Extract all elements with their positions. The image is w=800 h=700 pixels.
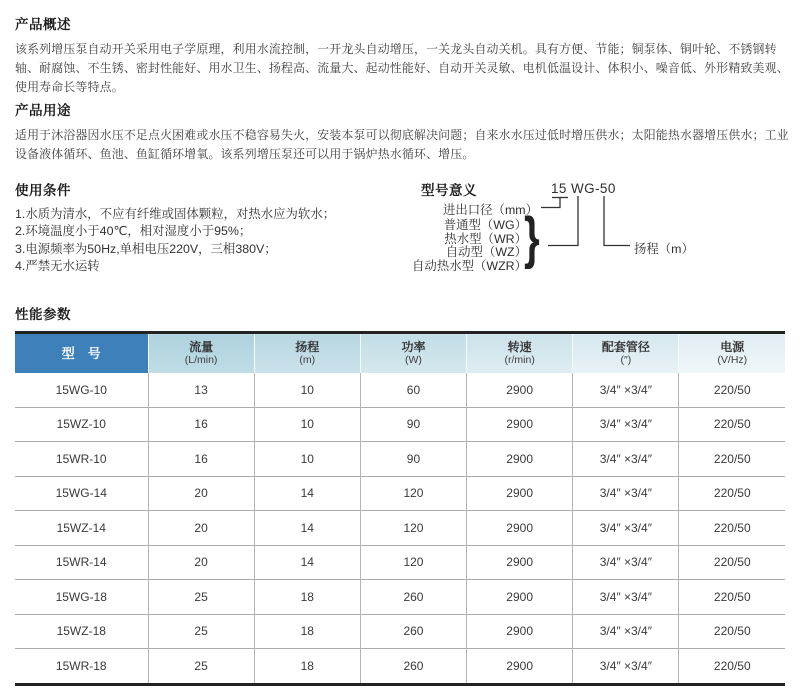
model-cell: 15WR-14 <box>15 545 148 580</box>
value-cell: 2900 <box>467 580 573 615</box>
value-cell: 3/4″ ×3/4″ <box>573 649 679 685</box>
value-cell: 14 <box>254 511 360 546</box>
value-cell: 20 <box>148 545 254 580</box>
value-cell: 16 <box>148 407 254 442</box>
model-cell: 15WR-18 <box>15 649 148 685</box>
table-row <box>15 407 785 442</box>
value-cell: 10 <box>254 442 360 477</box>
model-cell: 15WZ-14 <box>15 511 148 546</box>
header-cell-speed: 转速 (r/min) <box>467 333 573 374</box>
table-row <box>15 580 785 615</box>
table-row <box>15 373 785 407</box>
header-cell-head: 扬程 (m) <box>254 333 360 374</box>
value-cell: 3/4″ ×3/4″ <box>573 476 679 511</box>
condition-item: 1.水质为清水，不应有纤维或固体颗粒，对热水应为软水； <box>15 207 336 221</box>
value-cell: 260 <box>360 580 466 615</box>
value-cell: 220/50 <box>679 580 785 615</box>
value-cell: 220/50 <box>679 511 785 546</box>
header-cell-pipe-size: 配套管径 (″) <box>573 333 679 374</box>
performance-table-header <box>15 333 785 374</box>
value-cell: 13 <box>148 373 254 407</box>
value-cell: 90 <box>360 442 466 477</box>
performance-title: 性能参数 <box>15 307 71 322</box>
table-row <box>15 649 785 685</box>
value-cell: 60 <box>360 373 466 407</box>
conditions-list <box>15 206 410 276</box>
value-cell: 18 <box>254 649 360 685</box>
header-cell-power-supply: 电源 (V/Hz) <box>679 333 785 374</box>
pump-type-item: 自动热水型（WZR） <box>412 258 527 273</box>
value-cell: 3/4″ ×3/4″ <box>573 442 679 477</box>
value-cell: 220/50 <box>679 442 785 477</box>
table-row <box>15 545 785 580</box>
section-performance-parameters <box>15 303 785 686</box>
condition-item: 4.严禁无水运转 <box>15 259 100 274</box>
brace-glyph: } <box>524 204 540 270</box>
value-cell: 260 <box>360 614 466 649</box>
value-cell: 3/4″ ×3/4″ <box>573 511 679 546</box>
table-row <box>15 614 785 649</box>
header-cell-model: 型 号 <box>15 333 148 374</box>
model-cell: 15WZ-10 <box>15 407 148 442</box>
value-cell: 10 <box>254 407 360 442</box>
overview-title: 产品概述 <box>15 17 71 32</box>
value-cell: 120 <box>360 476 466 511</box>
value-cell: 2900 <box>467 545 573 580</box>
model-cell: 15WG-18 <box>15 580 148 615</box>
pump-type-item: 热水型（WR） <box>444 231 527 246</box>
value-cell: 260 <box>360 649 466 685</box>
value-cell: 220/50 <box>679 373 785 407</box>
model-code: 15 WG-50 <box>551 181 616 196</box>
value-cell: 2900 <box>467 442 573 477</box>
table-row <box>15 442 785 477</box>
model-meaning-title: 型号意义 <box>421 183 477 198</box>
value-cell: 2900 <box>467 476 573 511</box>
value-cell: 2900 <box>467 407 573 442</box>
section-model-meaning-diagram <box>405 179 790 287</box>
header-cell-power: 功率 (W) <box>360 333 466 374</box>
value-cell: 220/50 <box>679 614 785 649</box>
diagram-connector-lines <box>405 179 790 287</box>
value-cell: 3/4″ ×3/4″ <box>573 545 679 580</box>
value-cell: 220/50 <box>679 476 785 511</box>
value-cell: 3/4″ ×3/4″ <box>573 373 679 407</box>
pump-type-item: 普通型（WG） <box>443 218 527 232</box>
overview-paragraph: 该系列增压泵自动开关采用电子学原理，利用水流控制，一开龙头自动增压，一关龙头自动关机。具有方便、节能；铜泵体、铜叶轮、不锈钢转轴、耐腐蚀、不生锈、密封性能好、用水卫生、扬程高、流量大、起动性能好、自动开关灵敏、电机低温设计、体积小、噪音低、外形精致美观、使用寿命长等特点。 <box>15 42 789 94</box>
value-cell: 2900 <box>467 614 573 649</box>
usage-title: 产品用途 <box>15 103 71 118</box>
header-cell-flow: 流量 (L/min) <box>148 333 254 374</box>
value-cell: 25 <box>148 649 254 685</box>
condition-item: 3.电源频率为50Hz,单相电压220V，三相380V； <box>15 241 277 256</box>
section-product-usage <box>15 99 795 164</box>
value-cell: 2900 <box>467 511 573 546</box>
model-cell: 15WG-10 <box>15 373 148 407</box>
value-cell: 14 <box>254 545 360 580</box>
value-cell: 25 <box>148 614 254 649</box>
value-cell: 2900 <box>467 649 573 685</box>
model-cell: 15WZ-18 <box>15 614 148 649</box>
table-row <box>15 511 785 546</box>
value-cell: 16 <box>148 442 254 477</box>
head-label: 扬程（m） <box>634 242 694 256</box>
pump-type-item: 自动型（WZ） <box>445 245 527 259</box>
value-cell: 10 <box>254 373 360 407</box>
value-cell: 90 <box>360 407 466 442</box>
value-cell: 3/4″ ×3/4″ <box>573 407 679 442</box>
value-cell: 14 <box>254 476 360 511</box>
conditions-title: 使用条件 <box>15 183 71 198</box>
value-cell: 3/4″ ×3/4″ <box>573 614 679 649</box>
performance-table <box>15 331 785 686</box>
value-cell: 2900 <box>467 373 573 407</box>
value-cell: 120 <box>360 511 466 546</box>
usage-paragraph: 适用于沐浴器因水压不足点火困难或水压不稳容易失火，安装本泵可以彻底解决问题；自来水水压过低时增压供水；太阳能热水器增压供水；工业设备液体循环、鱼池、鱼缸循环增氧。该系列增压泵还可以用于锅炉热水循环、增压。 <box>15 128 789 161</box>
value-cell: 18 <box>254 580 360 615</box>
value-cell: 18 <box>254 614 360 649</box>
section-product-overview <box>15 13 795 97</box>
value-cell: 20 <box>148 476 254 511</box>
inlet-outlet-diameter-label: 进出口径（mm） <box>443 203 538 217</box>
model-cell: 15WR-10 <box>15 442 148 477</box>
value-cell: 25 <box>148 580 254 615</box>
performance-table-body <box>15 373 785 684</box>
value-cell: 120 <box>360 545 466 580</box>
value-cell: 220/50 <box>679 649 785 685</box>
value-cell: 220/50 <box>679 545 785 580</box>
model-cell: 15WG-14 <box>15 476 148 511</box>
table-row <box>15 476 785 511</box>
value-cell: 20 <box>148 511 254 546</box>
value-cell: 220/50 <box>679 407 785 442</box>
section-usage-conditions <box>15 179 410 276</box>
value-cell: 3/4″ ×3/4″ <box>573 580 679 615</box>
condition-item: 2.环境温度小于40℃，相对湿度小于95%； <box>15 224 252 239</box>
